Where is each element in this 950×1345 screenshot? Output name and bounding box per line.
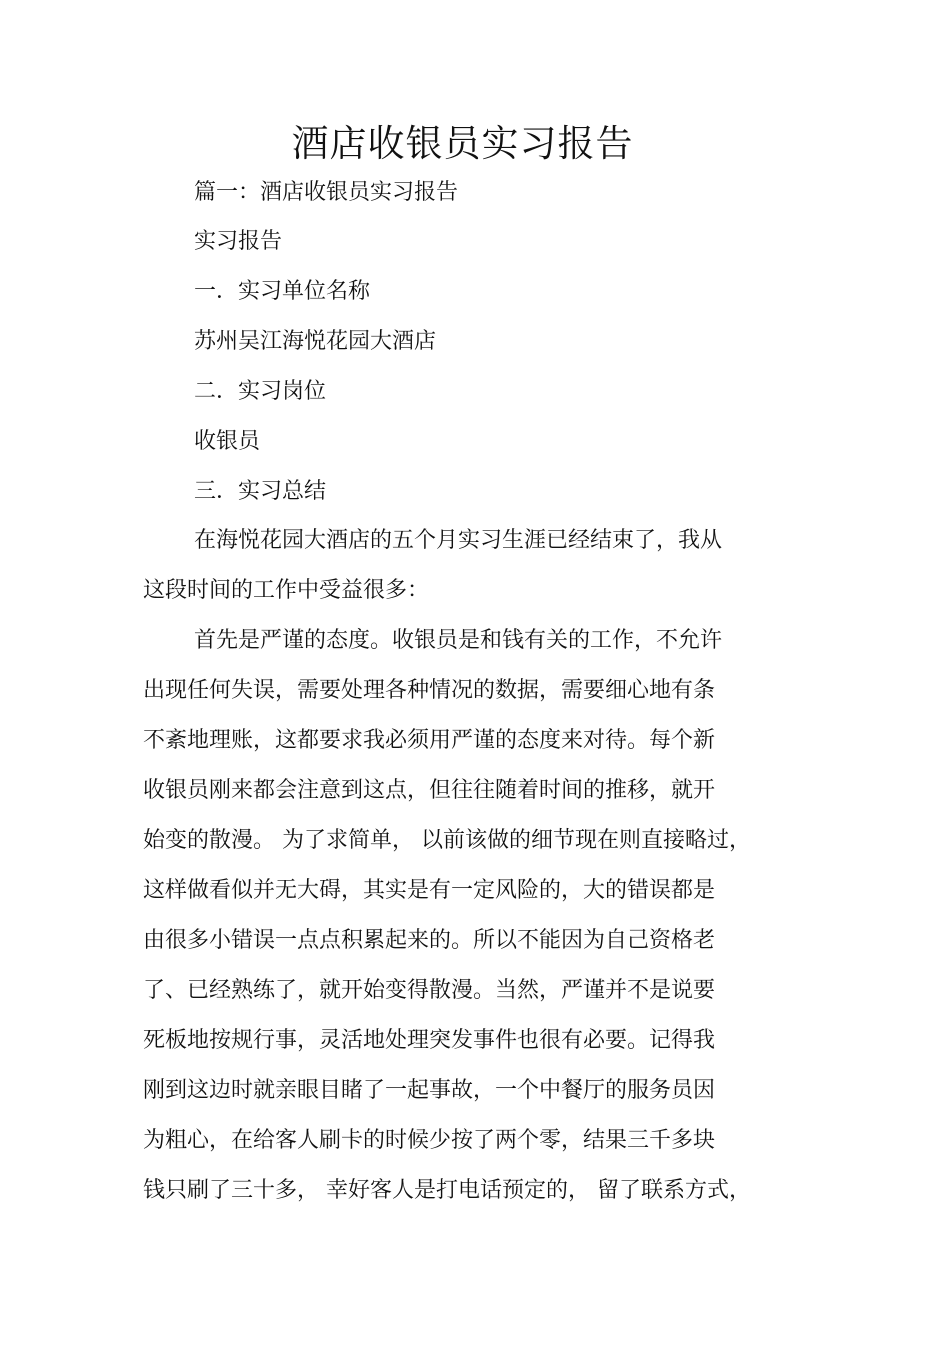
paragraph-line: 刚到这边时就亲眼目睹了一起事故，一个中餐厅的服务员因 [143, 1078, 716, 1103]
paragraph-line: 这段时间的工作中受益很多： [143, 578, 430, 603]
paragraph-line: 出现任何失误，需要处理各种情况的数据，需要细心地有条 [143, 678, 716, 703]
chapter-heading: 篇一：酒店收银员实习报告 [194, 180, 459, 205]
document-title: 酒店收银员实习报告 [291, 122, 634, 165]
paragraph-line: 为粗心，在给客人刷卡的时候少按了两个零，结果三千多块 [143, 1128, 716, 1153]
paragraph-line: 了、已经熟练了，就开始变得散漫。当然，严谨并不是说要 [143, 978, 716, 1003]
paragraph-line: 始变的散漫。 为了求简单， 以前该做的细节现在则直接略过， [143, 828, 751, 853]
paragraph-line: 钱只刷了三十多， 幸好客人是打电话预定的， 留了联系方式， [143, 1178, 751, 1203]
paragraph-line: 由很多小错误一点点积累起来的。所以不能因为自己资格老 [143, 928, 716, 953]
unit-name-text: 苏州吴江海悦花园大酒店 [194, 329, 437, 354]
paragraph-line: 不紊地理账，这都要求我必须用严谨的态度来对待。每个新 [143, 728, 716, 753]
paragraph-line: 首先是严谨的态度。收银员是和钱有关的工作，不允许 [194, 628, 723, 653]
section-heading-summary: 三．实习总结 [194, 479, 327, 504]
section-heading-unit: 一．实习单位名称 [194, 279, 371, 304]
paragraph-line: 在海悦花园大酒店的五个月实习生涯已经结束了，我从 [194, 528, 723, 553]
paragraph-line: 死板地按规行事，灵活地处理突发事件也很有必要。记得我 [143, 1028, 716, 1053]
report-heading: 实习报告 [194, 229, 283, 254]
paragraph-line: 这样做看似并无大碍，其实是有一定风险的，大的错误都是 [143, 878, 716, 903]
position-text: 收银员 [194, 429, 261, 454]
section-heading-position: 二．实习岗位 [194, 379, 327, 404]
paragraph-line: 收银员刚来都会注意到这点，但往往随着时间的推移，就开 [143, 778, 716, 803]
